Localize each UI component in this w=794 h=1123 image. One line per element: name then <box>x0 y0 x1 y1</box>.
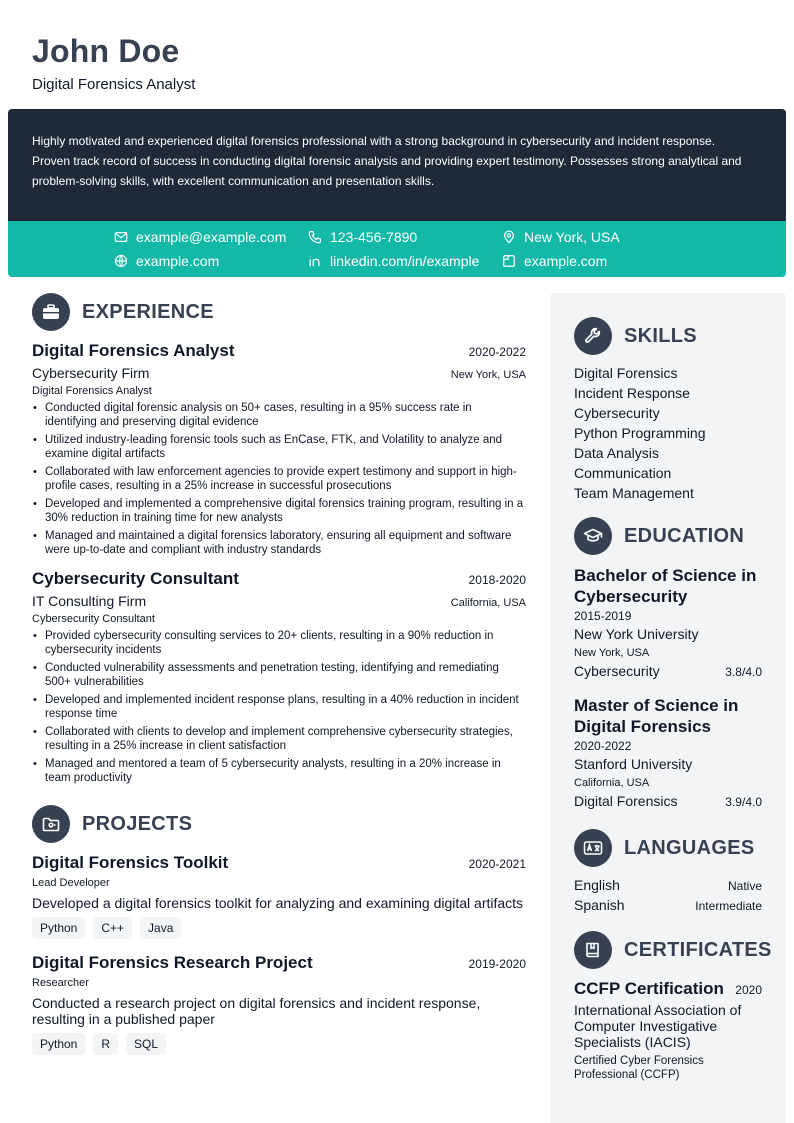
book-icon <box>574 931 612 969</box>
edu-gpa: 3.8/4.0 <box>725 665 762 679</box>
project-tags <box>32 1033 526 1055</box>
certificates-heading <box>574 931 772 969</box>
contact-website[interactable] <box>114 251 219 271</box>
certificate-detail: Certified Cyber Forensics Professional (CCFP) <box>574 1055 704 1081</box>
edu-degree: Master of Science in Digital Forensics <box>574 696 739 736</box>
candidate-title: Digital Forensics Analyst <box>32 76 196 93</box>
languages-heading <box>574 829 762 867</box>
skill-item: Python Programming <box>574 425 706 441</box>
main-column <box>32 293 526 1055</box>
edu-dates: 2015-2019 <box>574 609 632 623</box>
job-company: Cybersecurity Firm <box>32 365 150 381</box>
tech-tag: R <box>93 1033 118 1055</box>
graduation-cap-icon <box>574 517 612 555</box>
edu-location: New York, USA <box>574 647 650 659</box>
contact-linkedin[interactable] <box>308 251 479 271</box>
project-entry <box>32 953 526 1055</box>
resume-header <box>32 32 195 93</box>
experience-heading <box>32 293 526 331</box>
certificate-entry <box>574 979 762 1082</box>
globe-icon <box>114 254 128 268</box>
job-location: New York, USA <box>450 369 526 381</box>
job-entry <box>32 341 526 557</box>
edu-field: Digital Forensics <box>574 793 678 809</box>
language-level: Intermediate <box>695 899 762 913</box>
job-bullet: • Managed and maintained a digital forensics laboratory, ensuring all equipment and software were up-to-date and compliant with industry standards <box>32 529 526 557</box>
contact-location <box>502 227 620 247</box>
projects-title: PROJECTS <box>82 812 193 835</box>
contact-portfolio-text: example.com <box>524 253 608 269</box>
job-bullet: • Managed and mentored a team of 5 cybersecurity analysts, resulting in a 20% increase in team productivity <box>32 757 526 785</box>
edu-degree: Bachelor of Science in Cybersecurity <box>574 566 757 606</box>
edu-location: California, USA <box>574 777 650 789</box>
certificate-issuer: International Association of Computer Investigative Specialists (IACIS) <box>574 1002 742 1050</box>
contact-linkedin-text: linkedin.com/in/example <box>330 253 480 269</box>
contact-email[interactable] <box>114 227 286 247</box>
job-dates: 2018-2020 <box>468 573 526 587</box>
job-title: Digital Forensics Analyst <box>32 341 235 360</box>
skill-item: Digital Forensics <box>574 365 678 381</box>
language-name: English <box>574 877 620 893</box>
job-bullet: • Collaborated with clients to develop and implement comprehensive cybersecurity strategies, resulting in a 25% increase in client satisfaction <box>32 725 526 753</box>
job-entry <box>32 569 526 785</box>
job-bullet: • Utilized industry-leading forensic tools such as EnCase, FTK, and Volatility to analyze and examine digital artifacts <box>32 433 526 461</box>
tech-tag: Python <box>32 917 85 939</box>
project-description: Conducted a research project on digital forensics and incident response, resulting in a published paper <box>32 995 481 1027</box>
job-title: Cybersecurity Consultant <box>32 569 239 588</box>
language-row <box>574 895 762 915</box>
job-bullet: • Developed and implemented incident response plans, resulting in a 40% reduction in incident response time <box>32 693 526 721</box>
contact-location-text: New York, USA <box>524 229 620 245</box>
contact-bar <box>8 221 786 277</box>
job-bullet: • Conducted digital forensic analysis on 50+ cases, resulting in a 95% success rate in identifying and preserving digital evidence <box>32 401 526 429</box>
language-name: Spanish <box>574 897 625 913</box>
skill-item: Data Analysis <box>574 445 659 461</box>
translate-icon <box>574 829 612 867</box>
job-dates: 2020-2022 <box>468 345 526 359</box>
education-entry <box>574 565 762 681</box>
languages-list <box>574 875 762 915</box>
contact-phone[interactable] <box>308 227 417 247</box>
skill-item: Incident Response <box>574 385 690 401</box>
portfolio-icon <box>502 254 516 268</box>
skill-item: Cybersecurity <box>574 405 660 421</box>
education-entry <box>574 695 762 811</box>
skills-title: SKILLS <box>624 324 697 347</box>
folder-icon <box>32 805 70 843</box>
contact-phone-text: 123-456-7890 <box>330 229 418 245</box>
linkedin-icon <box>308 254 322 268</box>
project-description: Developed a digital forensics toolkit for analyzing and examining digital artifacts <box>32 895 524 911</box>
education-title: EDUCATION <box>624 524 745 547</box>
contact-website-text: example.com <box>136 253 220 269</box>
skill-item: Team Management <box>574 485 694 501</box>
skills-list <box>574 363 762 503</box>
project-title: Digital Forensics Research Project <box>32 953 313 972</box>
project-title: Digital Forensics Toolkit <box>32 853 229 872</box>
project-role: Researcher <box>32 977 89 989</box>
mail-icon <box>114 230 128 244</box>
contact-portfolio[interactable] <box>502 251 607 271</box>
tech-tag: Java <box>140 917 181 939</box>
tech-tag: SQL <box>126 1033 166 1055</box>
languages-title: LANGUAGES <box>624 836 755 859</box>
sidebar-panel <box>550 293 786 1123</box>
project-dates: 2020-2021 <box>468 857 526 871</box>
skill-item: Communication <box>574 465 672 481</box>
phone-icon <box>308 230 322 244</box>
job-role: Cybersecurity Consultant <box>32 613 155 625</box>
job-bullet: • Provided cybersecurity consulting services to 20+ clients, resulting in a 90% reduction in cybersecurity incidents <box>32 629 526 657</box>
map-pin-icon <box>502 230 516 244</box>
edu-school: New York University <box>574 626 699 642</box>
skills-heading <box>574 317 762 355</box>
project-tags <box>32 917 526 939</box>
job-location: California, USA <box>450 597 526 609</box>
job-bullet: • Developed and implemented a comprehensive digital forensics training program, resulting in a 30% reduction in training time for new analysts <box>32 497 526 525</box>
candidate-name: John Doe <box>32 33 180 69</box>
project-role: Lead Developer <box>32 877 110 889</box>
certificate-name: CCFP Certification <box>574 979 724 998</box>
language-row <box>574 875 762 895</box>
language-level: Native <box>727 879 762 893</box>
certificate-year: 2020 <box>735 983 762 997</box>
education-heading <box>574 517 762 555</box>
job-bullet: • Collaborated with law enforcement agencies to provide expert testimony and support in high-profile cases, resulting in a 25% increase in successful prosecutions <box>32 465 526 493</box>
job-bullets <box>32 629 526 785</box>
briefcase-icon <box>32 293 70 331</box>
job-company: IT Consulting Firm <box>32 593 147 609</box>
edu-school: Stanford University <box>574 756 693 772</box>
job-bullet: • Conducted vulnerability assessments and penetration testing, identifying and remediating 500+ vulnerabilities <box>32 661 526 689</box>
edu-dates: 2020-2022 <box>574 739 632 753</box>
certificates-title: CERTIFICATES <box>624 938 772 961</box>
project-dates: 2019-2020 <box>468 957 526 971</box>
tech-tag: Python <box>32 1033 85 1055</box>
job-bullets <box>32 401 526 557</box>
job-role: Digital Forensics Analyst <box>32 385 152 397</box>
tech-tag: C++ <box>93 917 132 939</box>
contact-email-text: example@example.com <box>136 229 287 245</box>
summary-panel <box>8 109 786 221</box>
edu-gpa: 3.9/4.0 <box>725 795 762 809</box>
project-entry <box>32 853 526 939</box>
summary-text: Highly motivated and experienced digital forensics professional with a strong background in cybersecurity and incident response. Proven track record of success in conducting digital forensic analysis and providing expert testimony. Possesses strong analytical and problem-solving skills, with excellent communication and presentation skills. <box>32 134 742 188</box>
edu-field: Cybersecurity <box>574 663 660 679</box>
experience-title: EXPERIENCE <box>82 300 214 323</box>
projects-heading <box>32 805 526 843</box>
wrench-icon <box>574 317 612 355</box>
